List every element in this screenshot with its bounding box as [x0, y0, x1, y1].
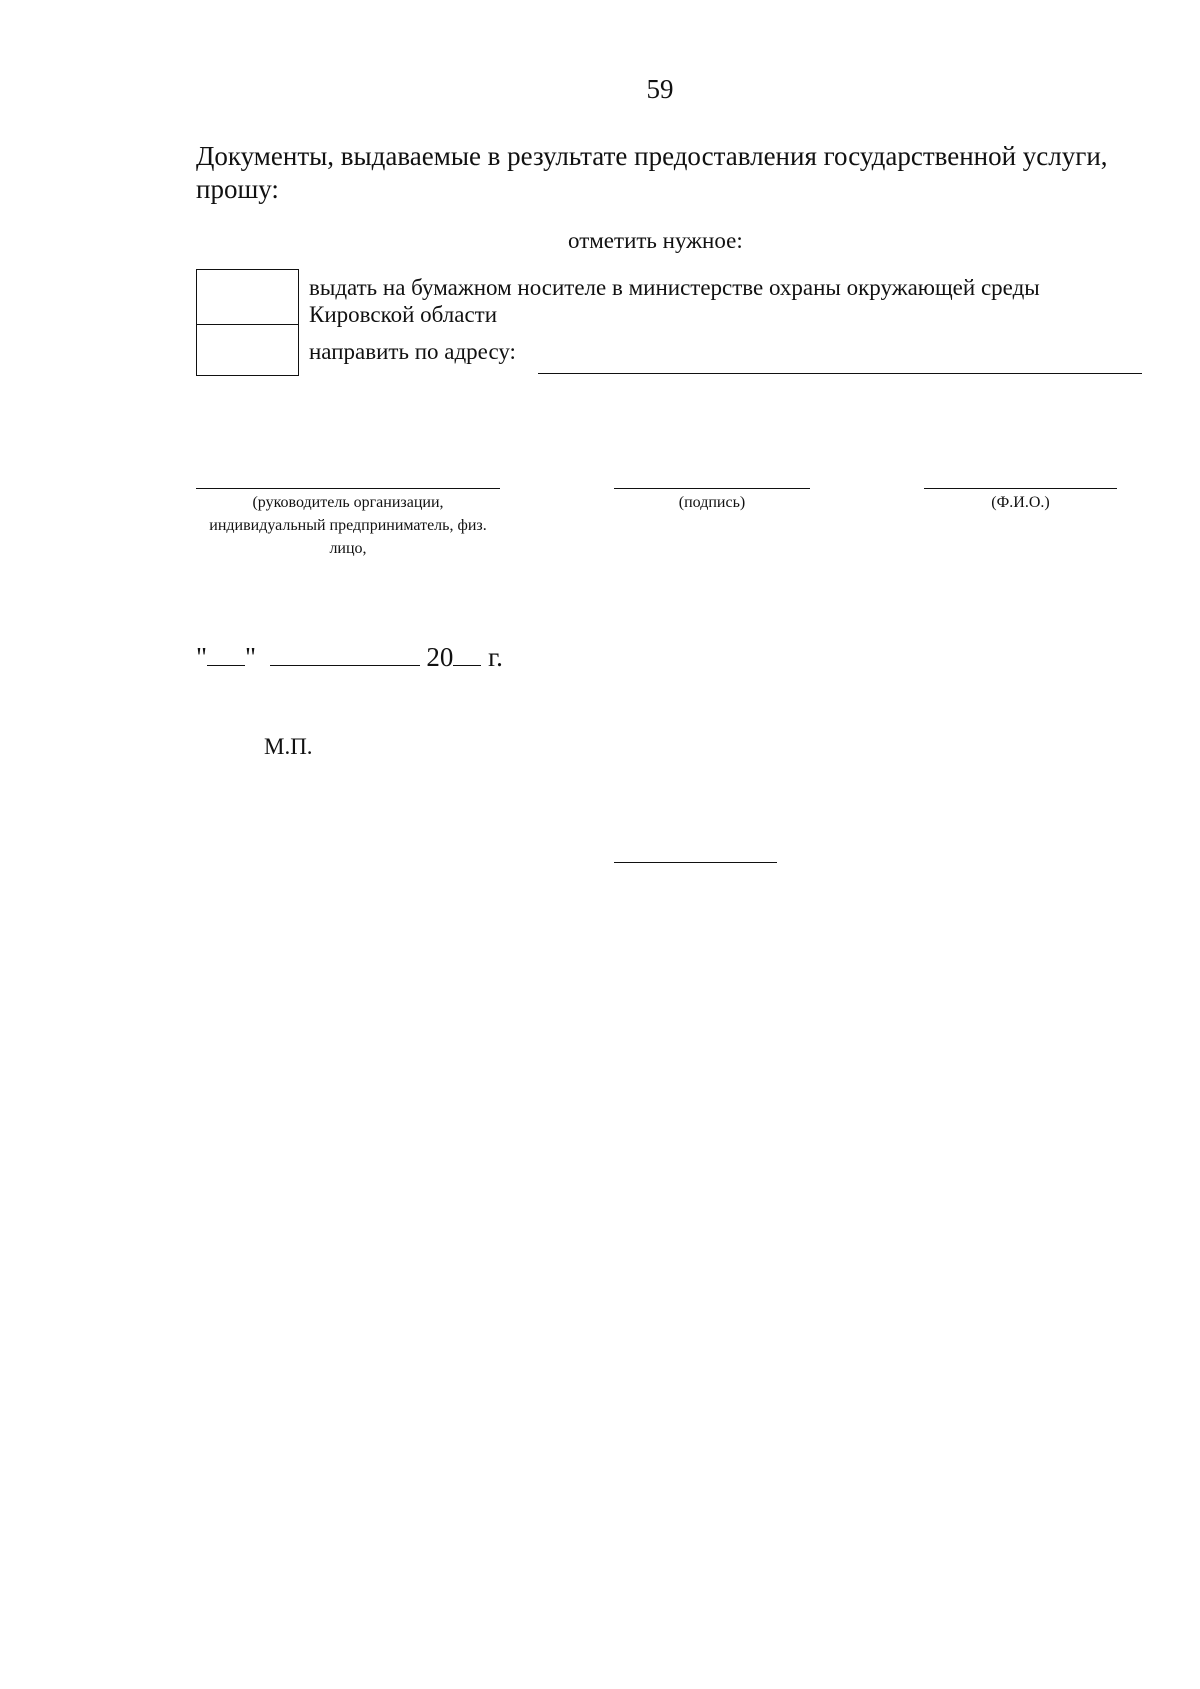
document-heading: Документы, выдаваемые в результате предоставления государственной услуги, прошу: — [196, 141, 1108, 204]
checkbox-send-by-address[interactable] — [196, 324, 299, 376]
mark-hint: отметить нужное: — [568, 228, 743, 253]
date-close-quote: " — [245, 642, 257, 672]
date-century: 20 — [426, 642, 454, 672]
date-field — [196, 642, 503, 673]
stamp-place: М.П. — [264, 734, 313, 759]
option-paper-delivery-label: выдать на бумажном носителе в министерстве охраны окружающей среды Кировской области — [309, 275, 1040, 327]
page-number: 59 — [646, 74, 674, 104]
option-send-by-address-label: направить по адресу: — [309, 339, 516, 364]
signature-caption: (подпись) — [678, 494, 746, 511]
full-name-line[interactable] — [924, 488, 1117, 489]
year-blank[interactable] — [453, 643, 481, 666]
full-name-caption: (Ф.И.О.) — [991, 494, 1050, 511]
end-of-form-line — [614, 862, 777, 863]
address-field-line[interactable] — [538, 373, 1142, 374]
signature-line[interactable] — [614, 488, 810, 489]
day-blank[interactable] — [207, 643, 245, 666]
role-signature-line[interactable] — [196, 488, 500, 489]
month-blank[interactable] — [270, 643, 420, 666]
date-open-quote: " — [196, 642, 208, 672]
date-year-suffix: г. — [488, 642, 503, 672]
role-caption: (руководитель организации, индивидуальный предприниматель, физ. лицо, — [209, 494, 487, 557]
checkbox-paper-delivery[interactable] — [196, 269, 299, 325]
